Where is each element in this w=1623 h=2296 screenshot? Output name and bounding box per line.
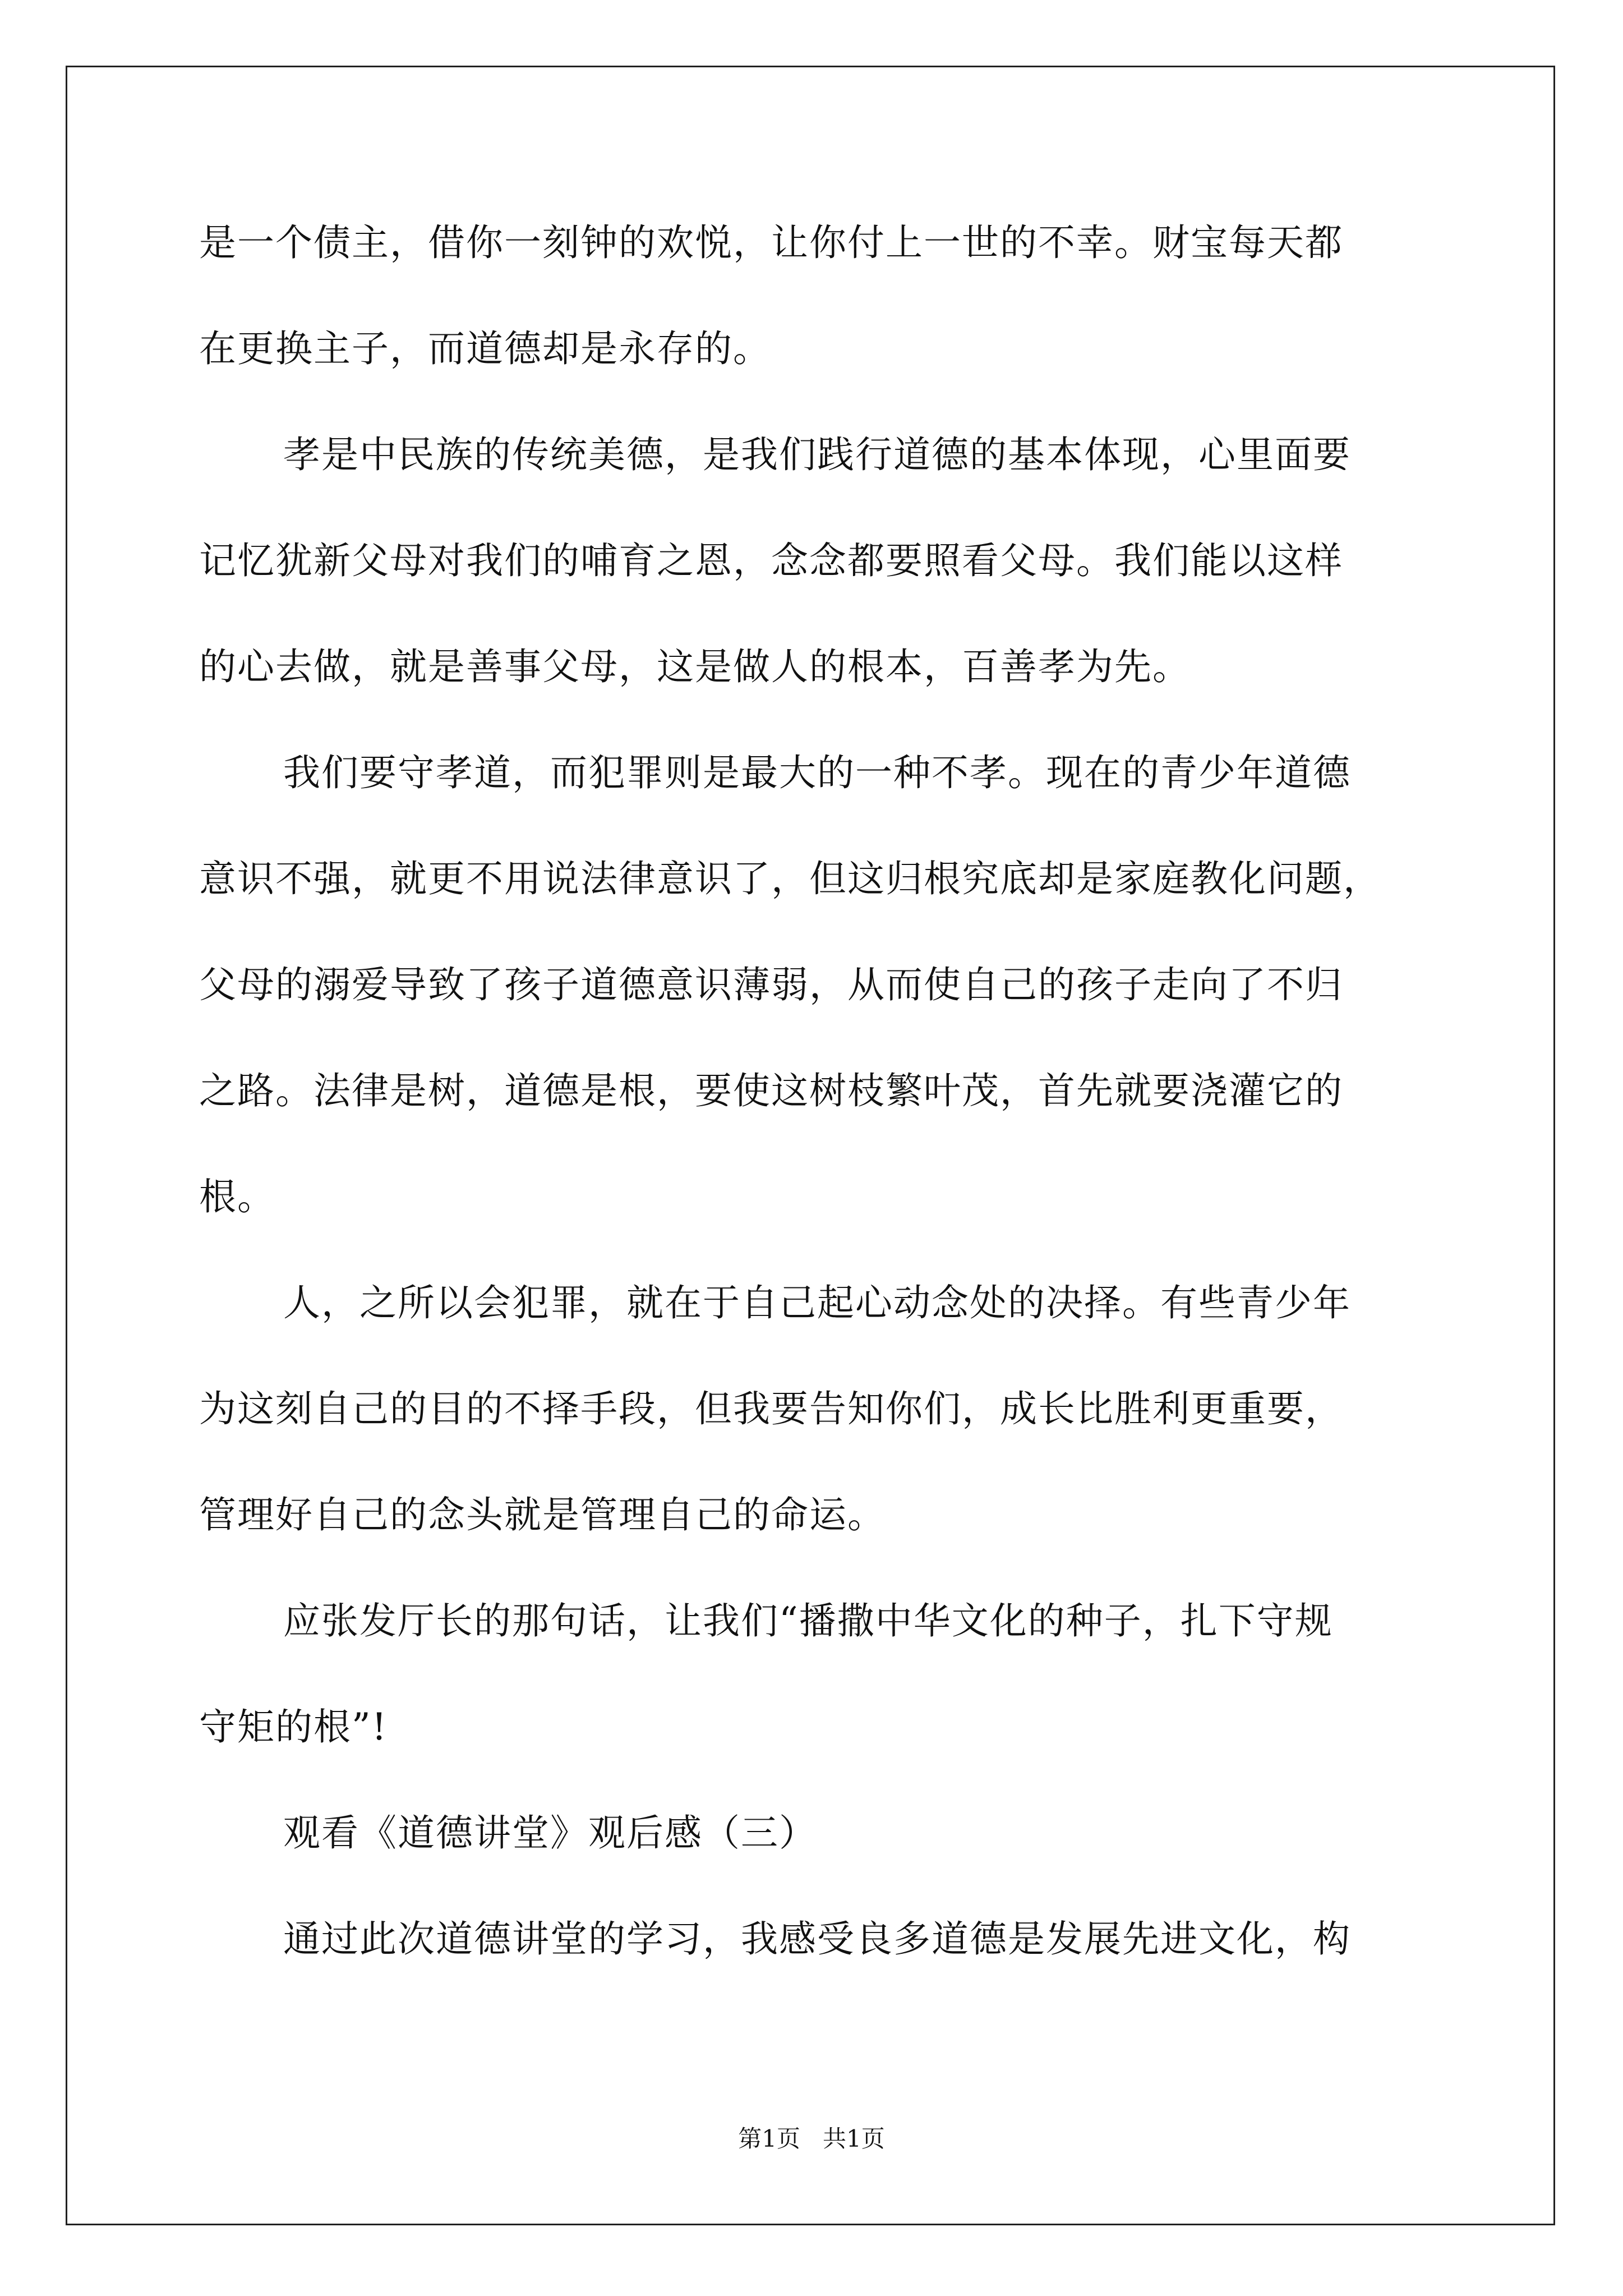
paragraph-start: 人，之所以会犯罪，就在于自己起心动念处的决择。有些青少年 bbox=[283, 1281, 1351, 1324]
paragraph-start: 应张发厅长的那句话，让我们“播撒中华文化的种子，扎下守规 bbox=[283, 1599, 1333, 1642]
text-line: 管理好自己的念头就是管理自己的命运。 bbox=[199, 1493, 886, 1536]
text-line: 守矩的根”! bbox=[199, 1705, 388, 1749]
text-line: 记忆犹新父母对我们的哺育之恩，念念都要照看父母。我们能以这样 bbox=[199, 539, 1343, 582]
text-line: 根。 bbox=[199, 1175, 275, 1218]
text-line: 在更换主子，而道德却是永存的。 bbox=[199, 327, 771, 370]
text-line: 父母的溺爱导致了孩子道德意识薄弱，从而使自己的孩子走向了不归 bbox=[199, 963, 1343, 1006]
paragraph-start: 我们要守孝道，而犯罪则是最大的一种不孝。现在的青少年道德 bbox=[283, 751, 1351, 794]
document-body bbox=[199, 216, 1427, 2018]
text-line: 意识不强，就更不用说法律意识了，但这归根究底却是家庭教化问题， bbox=[199, 857, 1381, 900]
text-line: 是一个债主，借你一刻钟的欢悦，让你付上一世的不幸。财宝每天都 bbox=[199, 221, 1343, 264]
paragraph-start: 孝是中民族的传统美德，是我们践行道德的基本体现，心里面要 bbox=[283, 433, 1351, 476]
section-heading: 观看《道德讲堂》观后感（三） bbox=[283, 1811, 817, 1855]
text-line: 为这刻自己的目的不择手段，但我要告知你们，成长比胜利更重要， bbox=[199, 1387, 1343, 1430]
paragraph-start: 通过此次道德讲堂的学习，我感受良多道德是发展先进文化，构 bbox=[283, 1917, 1351, 1961]
text-line: 的心去做，就是善事父母，这是做人的根本，百善孝为先。 bbox=[199, 645, 1191, 688]
text-line: 之路。法律是树，道德是根，要使这树枝繁叶茂，首先就要浇灌它的 bbox=[199, 1069, 1343, 1112]
page-footer: 第1页 共1页 bbox=[738, 2125, 885, 2152]
